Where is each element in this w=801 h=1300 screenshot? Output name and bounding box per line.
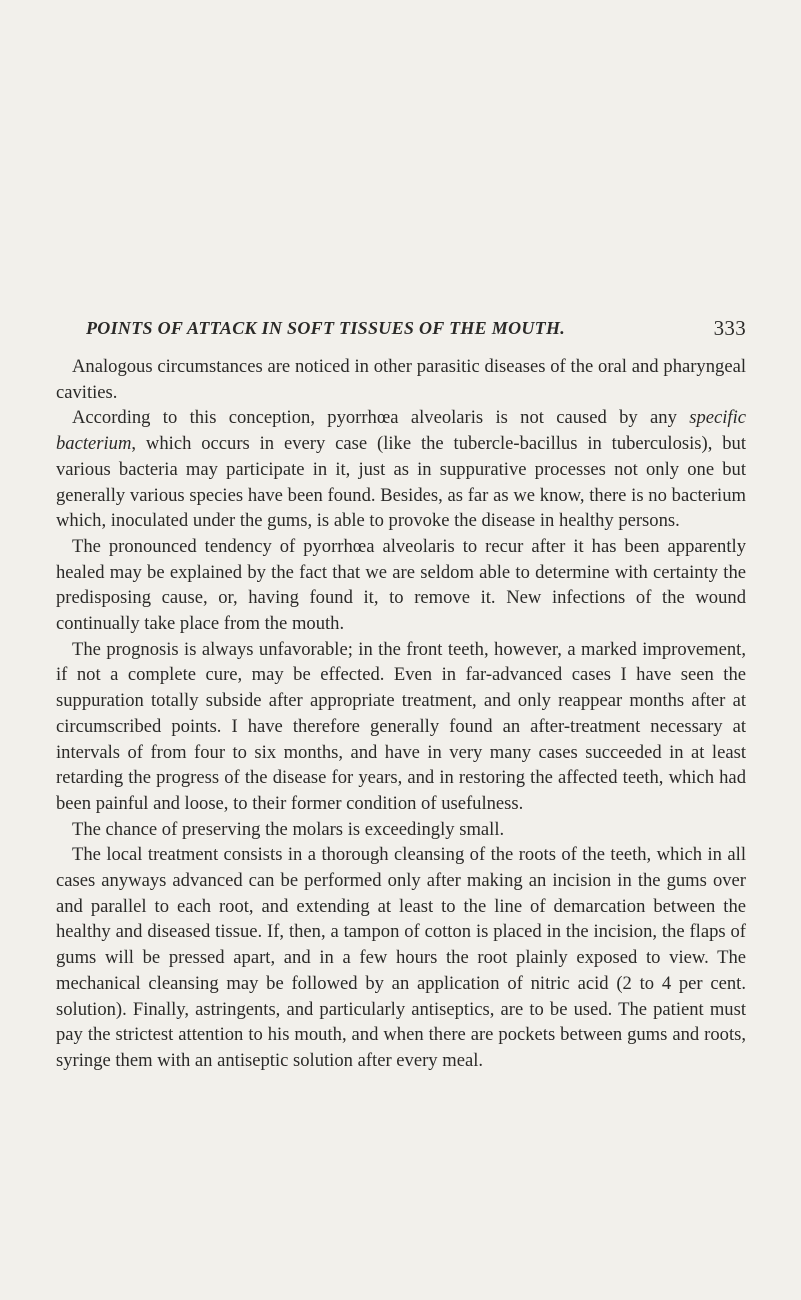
paragraph-local-treatment: The local treatment consists in a thorough cleansing of the roots of the teeth, which in all cases anyways advanced can be performed only after making an incision in the gums over and parallel to each root, and extending at least to the line of demarcation between the healthy and diseased tissue. If, then, a tampon of cotton is placed in the incision, the flaps of gums will be pressed apart, and in a few hours the root plainly exposed to view. The mechanical cleansing may be followed by an application of nitric acid (2 to 4 per cent. solution). Finally, astringents, and particularly antiseptics, are to be used. The patient must pay the strictest attention to his mouth, and when there are pockets between gums and roots, syringe them with an antiseptic solution after every meal. [56,844,746,1071]
body-text [56,354,746,1074]
paragraph-prognosis: The prognosis is always unfavorable; in the front teeth, however, a marked improvement, if not a complete cure, may be effected. Even in far-advanced cases I have seen the suppuration totally subside after appropriate treatment, and only reappear months after at circumscribed points. I have therefore generally found an after-treatment necessary at intervals of from four to six months, and have in very many cases succeeded in at least retarding the progress of the disease for years, and in restoring the affected teeth, which had been painful and loose, to their former condition of usefulness. [56,638,746,814]
paragraph-conception-rest: , which occurs in every case (like the tubercle-bacillus in tuberculosis), but various bacteria may participate in it, just as in suppurative processes not only one but generally various species have been found. Besides, as far as we know, there is no bacterium which, inoculated under the gums, is able to provoke the disease in healthy persons. [56,433,746,532]
running-head [56,318,746,348]
page-number: 333 [713,316,746,340]
paragraph-molars: The chance of preserving the molars is exceedingly small. [72,818,505,840]
paragraph-recurrence: The pronounced tendency of pyorrhœa alveolaris to recur after it has been apparently healed may be explained by the fact that we are seldom able to determine with certainty the predisposing cause, or, having found it, to remove it. New infections of the wound continually take place from the mouth. [56,535,746,635]
paragraph-conception-lead: According to this conception, pyorrhœa alveolaris is not caused by any [72,407,690,429]
paragraph-parasitic-diseases: Analogous circumstances are noticed in other parasitic diseases of the oral and pharyngeal cavities. [56,356,746,403]
paragraph-conception [56,405,746,534]
running-head-title: POINTS OF ATTACK IN SOFT TISSUES OF THE MOUTH. [86,318,566,338]
specific-bacterium-emphasis: specific bacterium [56,407,746,455]
book-page [56,318,746,1074]
